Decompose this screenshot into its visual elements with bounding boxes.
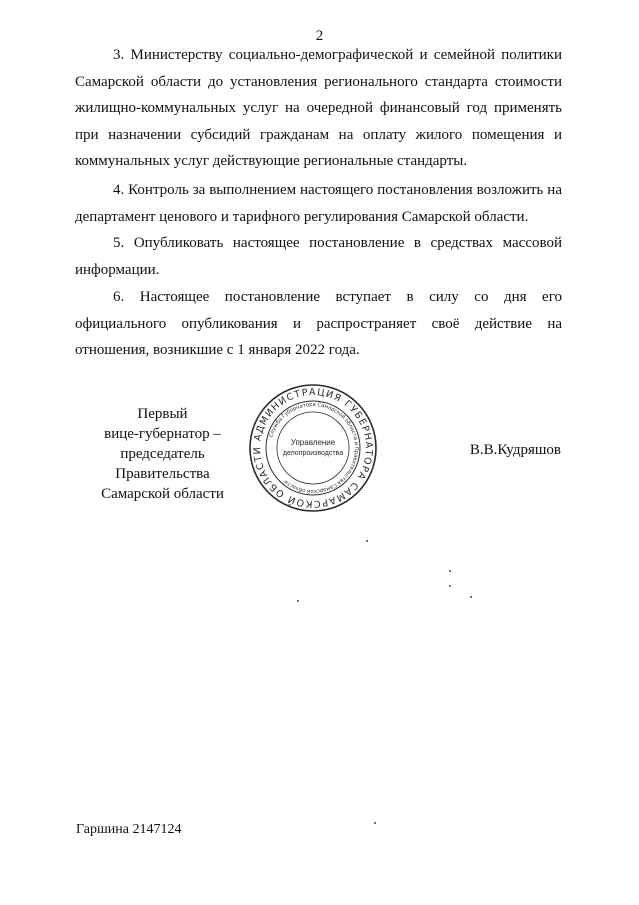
official-seal <box>248 383 378 513</box>
scan-speck <box>297 600 299 602</box>
paragraph-4: 4. Контроль за выполнением настоящего постановления возложить на департамент ценового и тарифного регулирования Самарской области. <box>75 182 562 225</box>
scan-speck <box>374 822 376 824</box>
paragraph-5: 5. Опубликовать настоящее постановление в средствах массовой информации. <box>75 235 562 278</box>
page-number: 2 <box>315 28 324 44</box>
seal-inner-ring <box>277 412 349 484</box>
scan-speck <box>470 596 472 598</box>
position-line: вице-губернатор – <box>104 426 221 442</box>
position-line: Самарской области <box>101 486 224 502</box>
scan-speck <box>449 570 451 572</box>
scan-speck <box>366 540 368 542</box>
position-line: Первый <box>137 406 188 422</box>
paragraph-3: 3. Министерству социально-демографической и семейной политики Самарской области до установления регионального стандарта стоимости жилищно-коммунальных услуг на очередной финансовый год применять при назначении субсидий гражданам на оплату жилого помещения и коммунальных услуг действующие региональные стандарты. <box>75 47 562 169</box>
signatory-position <box>80 404 245 504</box>
seal-inner-text: Служба Губернатора Самарской области и Правительства Самарской области <box>268 401 360 495</box>
position-line: председатель Правительства <box>115 446 210 482</box>
scan-speck <box>449 585 451 587</box>
seal-middle-ring <box>266 401 360 495</box>
seal-center-line: делопроизводства <box>282 450 344 457</box>
seal-center-line: Управление <box>290 438 336 447</box>
executor-footer: Гаршина 2147124 <box>76 822 182 837</box>
paragraph-6: 6. Настоящее постановление вступает в силу со дня его официального опубликования и распространяет своё действие на отношения, возникшие с 1 января 2022 года. <box>75 289 562 358</box>
signatory-name: В.В.Кудряшов <box>469 442 561 458</box>
seal-outer-text: АДМИНИСТРАЦИЯ ГУБЕРНАТОРА САМАРСКОЙ ОБЛАСТИ <box>251 386 375 510</box>
